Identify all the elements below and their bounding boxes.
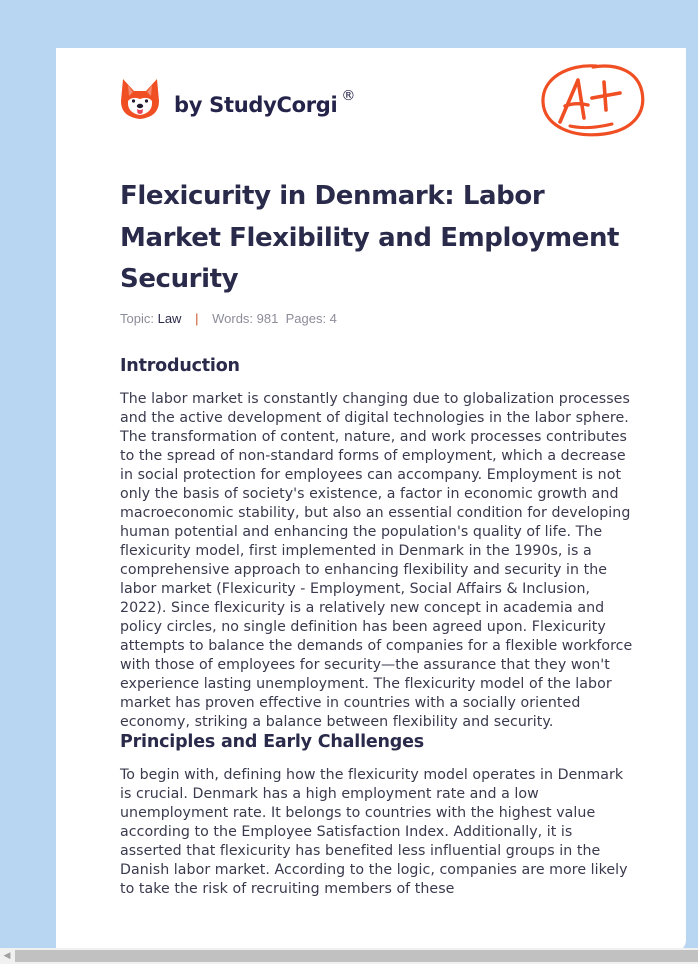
document-card — [56, 48, 686, 952]
principles-paragraph: To begin with, defining how the flexicurity model operates in Denmark is crucial. Denmark has a high employment rate and a low unemployment rate. It belongs to countries with the highest value according to the Employee Satisfaction Index. Additionally, it is asserted that flexicurity has benefited less influential groups in the Danish labor market. According to the logic, companies are more likely to take the risk of recruiting members of these — [120, 767, 628, 897]
corgi-icon — [120, 77, 160, 121]
topic-label: Topic: — [120, 311, 154, 326]
studycorgi-logo[interactable] — [120, 74, 355, 124]
scrollbar-thumb[interactable] — [15, 950, 698, 962]
section-heading-introduction: Introduction — [120, 356, 240, 376]
section-heading-principles: Principles and Early Challenges — [120, 732, 425, 752]
registered-mark: ® — [341, 88, 356, 104]
article-body — [120, 352, 634, 899]
topic-link[interactable]: Law — [157, 311, 182, 326]
article-title: Flexicurity in Denmark: Labor Market Flexibility and Employment Security — [120, 181, 620, 294]
word-count: Words: 981 — [212, 311, 279, 326]
article-meta — [120, 311, 337, 326]
page-count: Pages: 4 — [285, 311, 337, 326]
introduction-paragraph: The labor market is constantly changing due to globalization processes and the active development of digital technologies in the labor sphere. The transformation of content, nature, and work processes contributes to the spread of non-standard forms of employment, which a decrease in social protection for employees can accompany. Employment is not only the basis of society's existence, a factor in economic growth and macroeconomic stability, but also an essential condition for developing human potential and enhancing the population's quality of life. The flexicurity model, first implemented in Denmark in the 1990s, is a comprehensive approach to enhancing flexibility and security in the labor market (Flexicurity - Employment, Social Affairs & Inclusion, 2022). Since flexicurity is a relatively new concept in academia and policy circles, no single definition has been agreed upon. Flexicurity attempts to balance the demands of companies for a flexible workforce with those of employees for security—the assurance that they won't experience lasting unemployment. The flexicurity model of the labor market has proven effective in countries with a socially oriented economy, striking a balance between flexibility and security. — [120, 391, 633, 730]
meta-separator: | — [195, 311, 199, 326]
horizontal-scrollbar[interactable] — [0, 948, 698, 964]
a-plus-grade-icon — [538, 60, 648, 140]
scroll-left-arrow-icon[interactable]: ◀ — [3, 951, 11, 961]
brand-name: by StudyCorgi ® — [174, 88, 356, 117]
